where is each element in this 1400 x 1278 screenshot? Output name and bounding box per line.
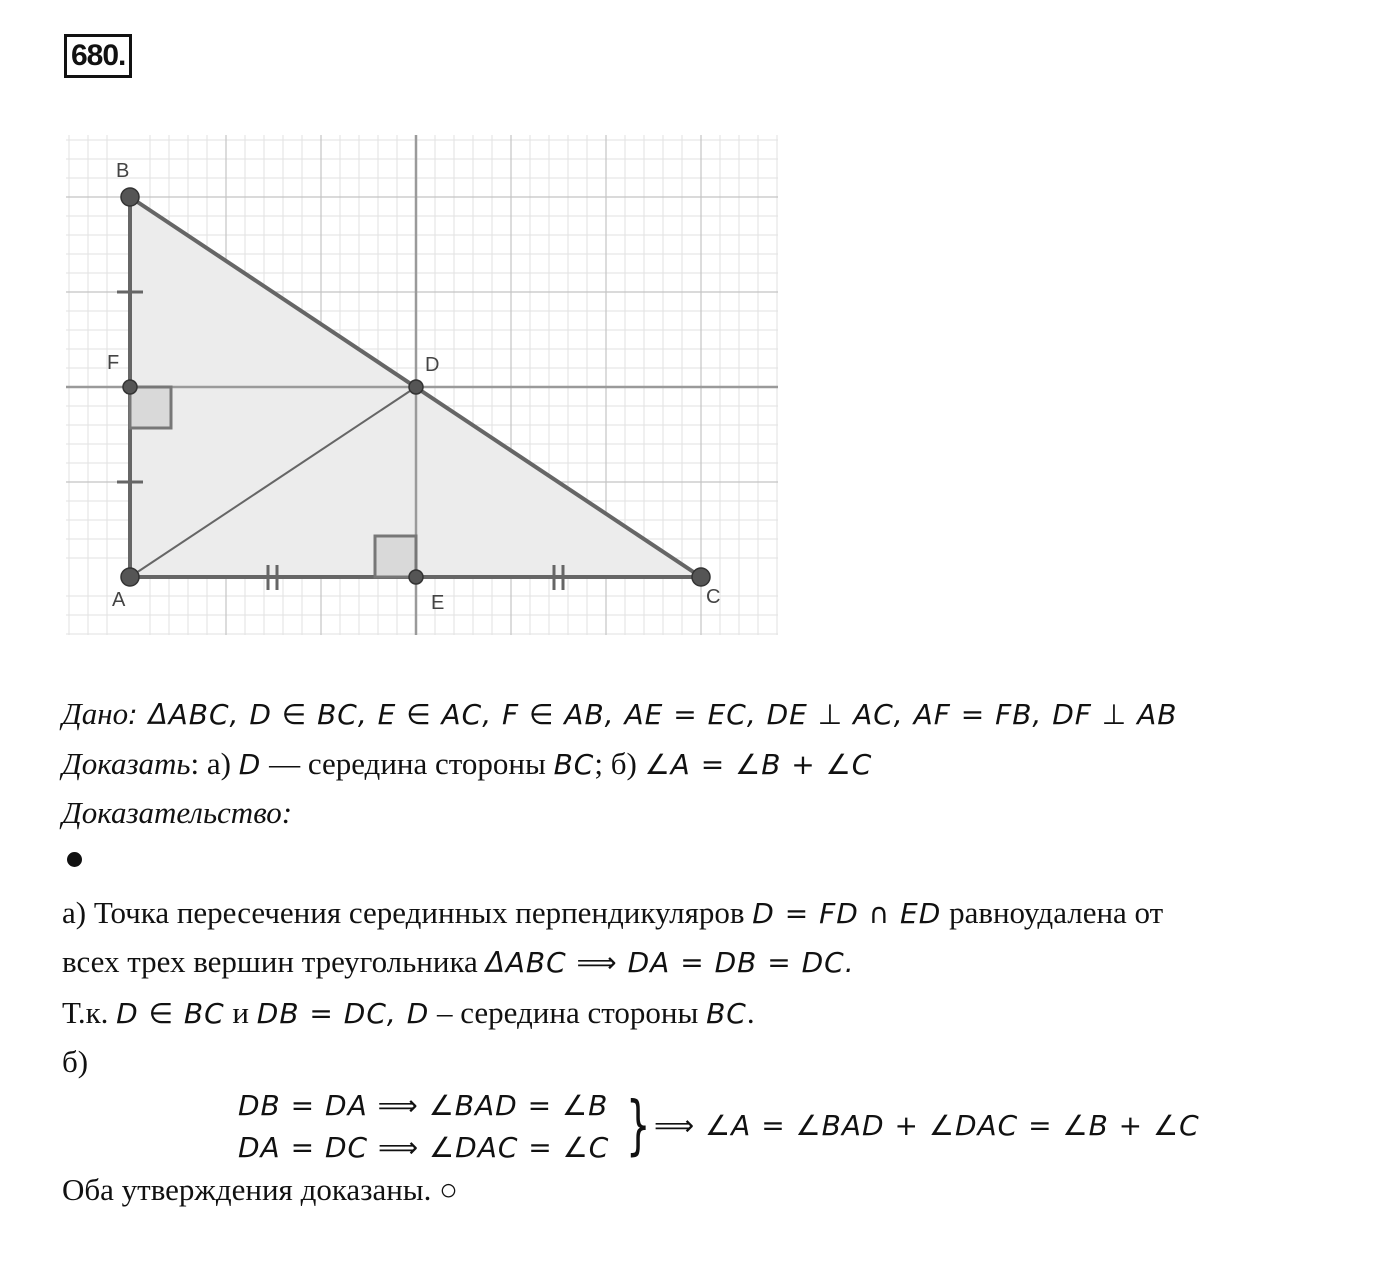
proof-b-label: б) (62, 1044, 89, 1079)
label-d: D (425, 354, 440, 376)
proof-a2-math: ΔABC ⟹ DA = DB = DC. (485, 946, 855, 979)
label-b: B (116, 160, 130, 182)
proof-a1-math: D = FD ∩ ED (752, 897, 942, 930)
conclusion: Оба утверждения доказаны. ○ (62, 1172, 458, 1207)
system-line1: DB = DA ⟹ ∠BAD = ∠B (238, 1089, 609, 1122)
prove-bc: BC (553, 748, 595, 781)
label-c: C (706, 586, 721, 608)
geometry-figure (0, 0, 800, 650)
prove-label: Доказать (62, 746, 191, 781)
proof-a-line2 (62, 942, 855, 983)
proof-a3-m1: D ∈ BC (116, 997, 225, 1030)
prove-colon: : а) (190, 746, 239, 781)
prove-b: ; б) (594, 746, 645, 781)
label-f: F (107, 352, 120, 374)
proof-a2-text: всех трех вершин треугольника (62, 944, 486, 979)
point-c (692, 568, 710, 586)
proof-a3-t4: . (746, 995, 755, 1030)
point-a (121, 568, 139, 586)
label-a: A (112, 589, 126, 611)
problem-number: 680. (64, 34, 132, 78)
given-line (62, 694, 1177, 735)
given-label: Дано (62, 696, 129, 731)
proof-a3-t3: – середина стороны (429, 995, 707, 1030)
prove-angles: ∠A = ∠B + ∠C (644, 748, 873, 781)
prove-d: D (238, 748, 262, 781)
proof-label: Доказательство: (62, 795, 293, 830)
label-e: E (431, 592, 445, 614)
proof-a1-end: равноудалена от (941, 895, 1164, 930)
given-text: : ΔABC, D ∈ BC, E ∈ AC, F ∈ AB, AE = EC, DE ⊥ AC, AF = FB, DF ⊥ AB (128, 698, 1178, 731)
right-angle-f (130, 387, 171, 428)
proof-a3-m3: BC (706, 997, 747, 1030)
proof-a3-t2: и (224, 995, 257, 1030)
proof-a-line1 (62, 893, 1163, 934)
proof-a1-text: а) Точка пересечения серединных перпендикуляров (62, 895, 753, 930)
system-result: ⟹ ∠A = ∠BAD + ∠DAC = ∠B + ∠C (654, 1109, 1200, 1142)
point-e (409, 570, 423, 584)
point-b (121, 188, 139, 206)
brace-icon: } (626, 1089, 651, 1163)
bullet-icon (67, 852, 82, 867)
point-f (123, 380, 137, 394)
system-line2: DA = DC ⟹ ∠DAC = ∠C (238, 1131, 610, 1164)
proof-a3-t1: Т.к. (62, 995, 117, 1030)
prove-line (62, 744, 872, 785)
point-d (409, 380, 423, 394)
right-angle-e (375, 536, 416, 577)
proof-a3-m2: DB = DC, D (256, 997, 430, 1030)
prove-mid: — середина стороны (261, 746, 554, 781)
proof-a-line3 (62, 993, 755, 1034)
